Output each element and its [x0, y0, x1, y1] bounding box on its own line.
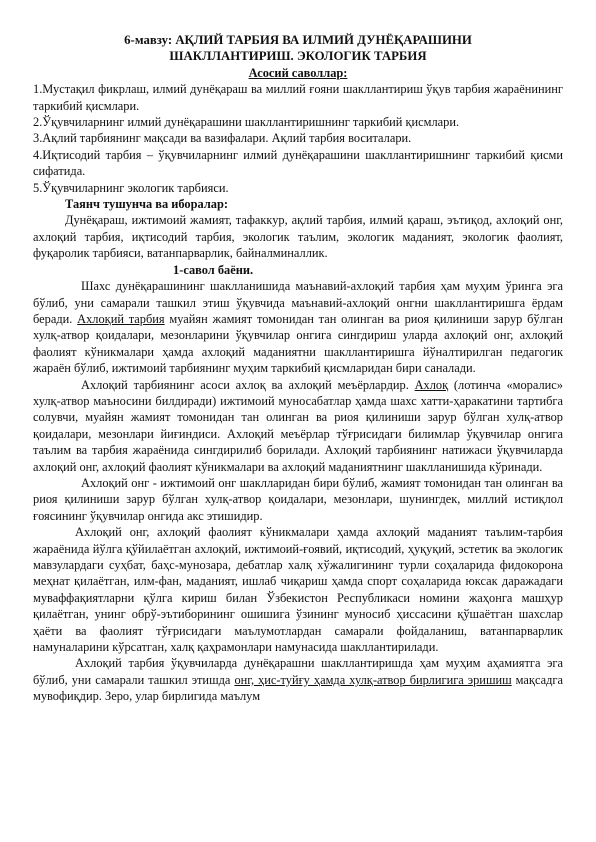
section-1-paragraph-1-part-a: Шахс дунёқарашининг шаклланишида маънавий-ахлоқий тарбия ҳам муҳим ўринга эга бўлиб, уни самарали ташкил этиш ўқувчида маънавий-ахлоқий онгни шакллантиришга ёрдам беради. [33, 279, 563, 326]
document-title-line2: ШАКЛЛАНТИРИШ. ЭКОЛОГИК ТАРБИЯ [169, 49, 427, 64]
section-1-paragraph-2 [33, 377, 563, 475]
term-unity: онг, ҳис-туйғу ҳамда хулқ-атвор бирлигига эришиш [234, 672, 512, 687]
section-1-paragraph-5-part-a: Ахлоқий тарбия ўқувчиларда дунёқарашни шакллантиришда ҳам муҳим аҳамиятга эга бўлиб, уни самарали ташкил этишда [33, 656, 563, 687]
section-1-paragraph-4: Ахлоқий онг, ахлоқий фаолият кўникмалари ҳамда ахлоқий маданият таълим-тарбия жараёнида йўлга қўйилаётган ахлоқий, ижтимоий-ғоявий, иқтисодий, ҳуқуқий, эстетик ва экологик мавзулардаги суҳбат, баҳс-мунозара, дебатлар халқ хўжалигининг турли соҳаларида фидокорона меҳнат қилаётган, илм-фан, маданият, ишлаб чиқариш ҳамда спорт соҳаларида юксак даражадаги муваффақиятларни қўлга кириш билан Ўзбекистон Республикаси номини жаҳонга машҳур қилаётган, унинг обрў-эътиборининг ошишига ўзининг муносиб ҳиссасини қўшаётган шахслар ҳаёти ва фаолият тўғрисидаги маълумотлардан самарали фойдаланиш, ватанпарварлик намуналарини кўрсатган, халқ қаҳрамонлари намунасида шакллантирилади. [33, 525, 563, 655]
section-1-paragraph-5-part-b: мақсадга мувофиқдир. Зеро, улар бирлигида маълум [33, 672, 563, 704]
section-1-paragraph-2-part-b: (лотинча «моралис» хулқ-атвор маъносини билдиради) ижтимоий муносабатлар ҳамда шахс хатти-ҳаракатини тартибга солувчи, муайян жамият томонидан тан олинган ва риоя қилиниши зарур бўлган хулқ-атвор қоидалари, мезонлари йиғиндиси. Ахлоқий меъёрлар тўғрисидаги билимлар ўқувчилар онгига таълим ва тарбия жараёнида сингдирилиб борилади. Ахлоқий тарбиянинг натижаси ўқувчиларда ахлоқий онг, ахлоқий фаолият кўникмалари ва ахлоқий маданиятнинг шаклланишида кўринади. [33, 377, 563, 474]
main-questions-heading [33, 65, 563, 81]
question-2: 2.Ўқувчиларнинг илмий дунёқарашини шакллантиришнинг таркибий қисмлари. [33, 115, 460, 130]
question-3: 3.Ақлий тарбиянинг мақсади ва вазифалари. Ақлий тарбия воситалари. [33, 131, 412, 146]
term-moral-education: Ахлоқий тарбия [77, 311, 165, 326]
question-1: 1.Мустақил фикрлаш, илмий дунёқараш ва миллий ғояни шакллантириш ўқув тарбия жараёнининг таркибий қисмлари. [33, 82, 563, 113]
section-1-heading: 1-савол баёни. [173, 262, 254, 277]
main-questions-heading-text: Асосий саволлар: [248, 65, 348, 80]
section-1-paragraph-2-part-a: Ахлоқий тарбиянинг асоси ахлоқ ва ахлоқий меъёрлардир. [81, 377, 415, 392]
question-4: 4.Иқтисодий тарбия – ўқувчиларнинг илмий дунёқарашини шакллантиришнинг таркибий қисми сифатида. [33, 147, 563, 179]
key-concepts-heading: Таянч тушунча ва иборалар: [65, 197, 228, 212]
section-1-paragraph-1 [33, 278, 563, 376]
document-title-line1: 6-мавзу: АҚЛИЙ ТАРБИЯ ВА ИЛМИЙ ДУНЁҚАРАШИНИ [124, 33, 472, 47]
section-1-paragraph-3: Ахлоқий онг - ижтимоий онг шаклларидан бири бўлиб, жамият томонидан тан олинган ва риоя қилиниши зарур бўлган хулқ-атвор қоидалари, мезонлари, шунингдек, миллий истиқлол ғоясининг ўқувчилар онгида акс этишидир. [33, 475, 563, 523]
section-1-paragraph-1-part-b: муайян жамият томонидан тан олинган ва риоя қилиниши зарур бўлган хулқ-атвор қоидалари, мезонларини ўқувчилар онгига сингдириш уларда ахлоқий онг, ахлоқий фаолият кўникмалари ҳамда ахлоқий маданиятни шакллантиришга йўналтирилган педагогик жараён бўлиб, ижтимоий тарбиянинг муҳим таркибий қисмларидан бири саналади. [33, 311, 564, 376]
question-5: 5.Ўқувчиларнинг экологик тарбияси. [33, 180, 229, 195]
section-1-paragraph-5 [33, 655, 563, 704]
key-concepts-text: Дунёқараш, ижтимоий жамият, тафаккур, ақлий тарбия, илмий қараш, эътиқод, ахлоқий онг, ахлоқий тарбия, иқтисодий тарбия, экологик таълим, экологик маданият, экологик фаолият, фуқаролик тарбияси, ватанпарварлик, байналминаллик. [33, 213, 563, 261]
term-morality: Ахлоқ [414, 377, 449, 392]
